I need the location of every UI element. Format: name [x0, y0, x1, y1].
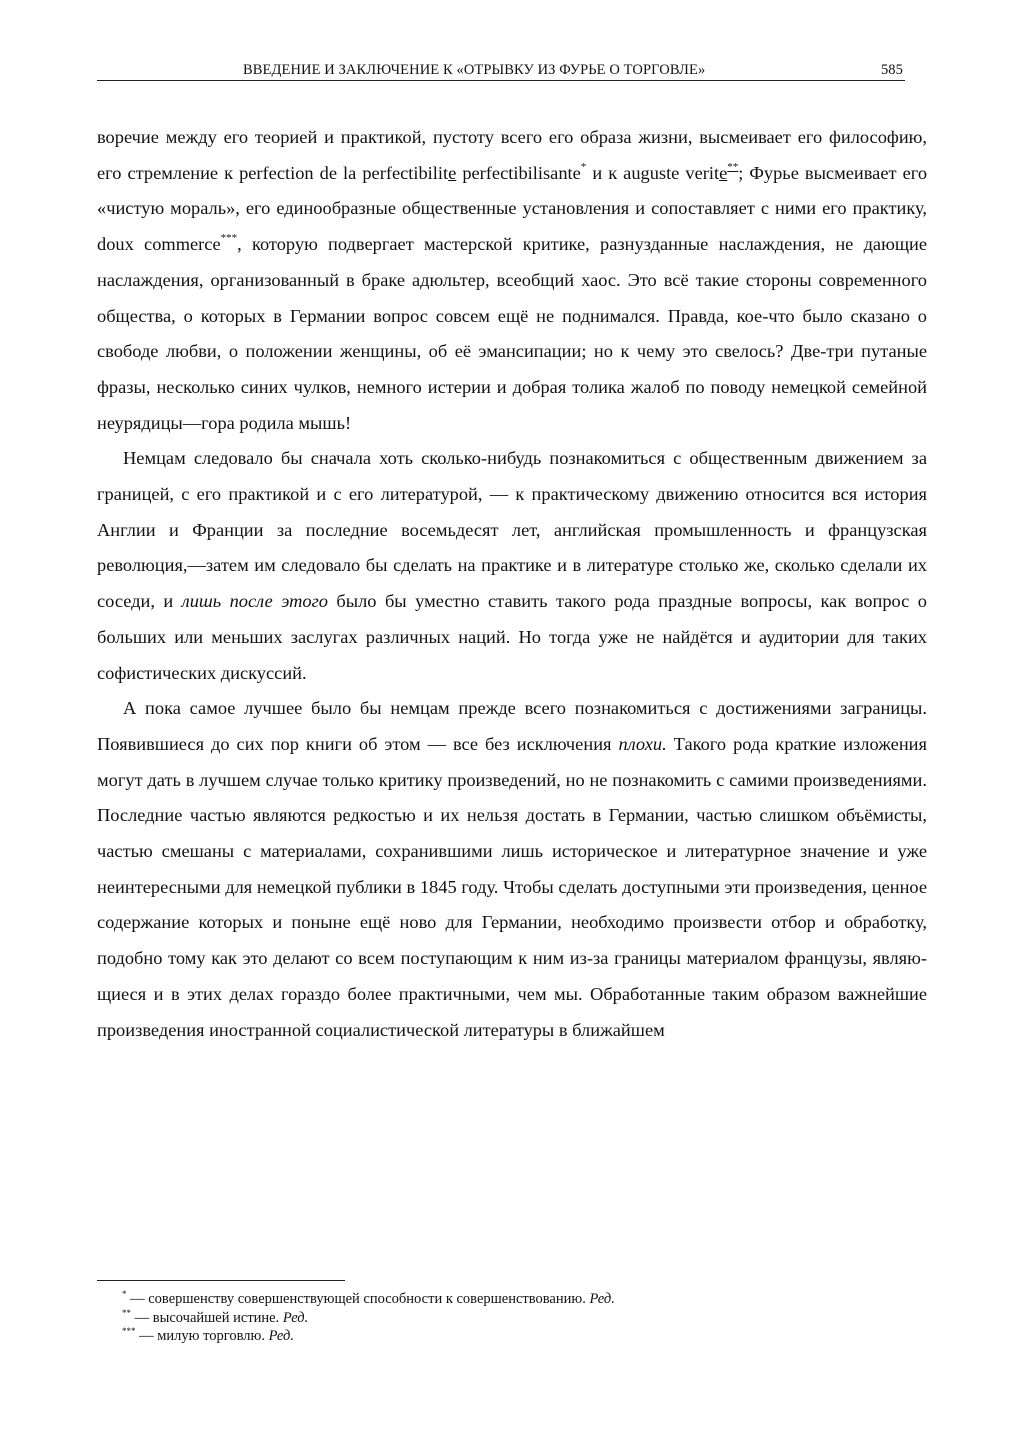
footnote-text: — совершенству совершенствующей способности к совершенствованию.	[126, 1291, 590, 1307]
footnote-marker-3: ***	[220, 232, 238, 245]
running-title: ВВЕДЕНИЕ И ЗАКЛЮЧЕНИЕ К «ОТРЫВКУ ИЗ ФУРЬЕ О ТОРГОВЛЕ»	[243, 62, 706, 78]
text-run: А пока самое лучшее было бы немцам прежде всего познакомиться с достижениями заграницы. Появившиеся до сих пор книги об этом — все без исключения	[97, 698, 927, 754]
underlined-letter: e	[448, 162, 457, 183]
footnote-mark: *	[122, 1289, 127, 1299]
paragraph-3	[97, 691, 927, 1048]
paragraph-1	[97, 120, 927, 441]
editor-note: Ред.	[282, 1309, 309, 1326]
footnote-text: — высочайшей истине.	[131, 1309, 283, 1326]
footnote-1	[122, 1290, 902, 1309]
text-run: Немцам следовало бы сначала хоть сколько-нибудь познакомиться с общественным движением за границей, с его практикой и с его литературой, — к практическому движению относится вся история Англии и Франции за последние восемьдесят лет, английская промышленность и французская революция,—затем им следовало бы сделать на практике и в литературе столько же, сколько сделали их соседи, и	[97, 448, 927, 612]
text-run: ; Фурье высмеивает его «чистую мораль», его единообразные общественные установления и сопоставляет с ними его практику, doux commerce	[97, 162, 928, 255]
footnotes	[122, 1290, 902, 1346]
text-run: , которую подвергает мастерской критике, разнузданные наслаждения, не дающие наслаждения, организованный в браке адюльтер, всеобщий хаос. Это всё такие стороны современного общества, о которых в Германии вопрос совсем ещё не поднимался. Правда, кое-что было сказано о свободе любви, о положении женщины, об её эмансипации; но к чему это свелось? Две-три путаные фразы, несколько синих чулков, немного истерии и добрая толика жалоб по поводу немецкой семейной неурядицы—гора родила мышь!	[97, 234, 927, 433]
paragraph-2	[97, 441, 927, 691]
footnote-2	[122, 1309, 902, 1328]
text-run: и к auguste verit	[586, 162, 720, 183]
running-header	[97, 62, 905, 81]
text-run: воречие между его теорией и практикой, пустоту всего его образа жизни, высмеивает его философию, его стремление к perfection de la perfectibilit	[97, 127, 927, 183]
footnote-mark: **	[122, 1307, 131, 1318]
underlined-letter: e	[719, 162, 728, 183]
footnote-rule	[97, 1280, 345, 1281]
text-run: perfectibilisante	[456, 162, 581, 183]
footnote-text: — милую торговлю.	[135, 1328, 269, 1345]
editor-note: Ред.	[268, 1328, 294, 1345]
footnote-marker-1: *	[580, 160, 587, 173]
emphasis: лишь после этого	[181, 591, 328, 612]
page-number: 585	[880, 62, 903, 78]
footnote-marker-2: **	[727, 160, 739, 173]
footnote-mark: ***	[122, 1326, 136, 1337]
body-text	[97, 120, 927, 1048]
footnote-3	[122, 1327, 902, 1346]
text-run: было бы уместно ставить такого рода праздные вопросы, как вопрос о больших или меньших заслугах различных наций. Но тогда уже не найдётся и аудитории для таких софистических дискуссий.	[97, 591, 927, 683]
editor-note: Ред.	[589, 1291, 615, 1307]
text-run: Такого рода краткие изложения могут дать в лучшем случае только критику произведений, но не познакомить с самими произведениями. Последние частью являются редкостью и их нельзя достать в Германии, частью слишком объёмисты, частью смешаны с материалами, сохранившими лишь историческое и литературное значение и уже неинтересными для немецкой публики в 1845 году. Чтобы сделать доступными эти произведения, ценное содержание которых и поныне ещё ново для Германии, необходимо произвести отбор и обработку, подобно тому как это делают со всем поступающим к ним из-за границы материалом французы, являющиеся и в этих делах гораздо более практичными, чем мы. Обработанные таким образом важнейшие произведения иностранной социалистической литературы в ближайшем	[97, 733, 927, 1040]
emphasis: плохи.	[618, 733, 667, 754]
